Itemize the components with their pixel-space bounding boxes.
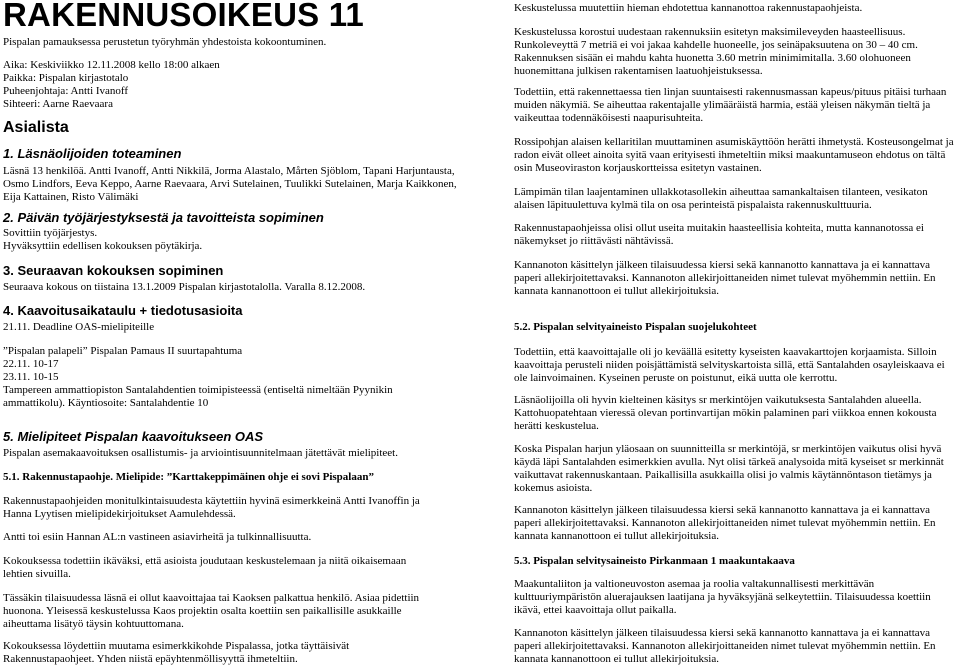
event-name: ”Pispalan palapeli” Pispalan Pamaus II suurtapahtuma: [3, 345, 243, 357]
right-para-11: Kannanoton käsittelyn jälkeen tilaisuudessa kiersi sekä kannanotto kannattava ja ei kannattava paperi allekirjoitettavaksi. Kannanoton allekirjoittaneiden nimet tulevat myöhemmin nettiin. En kannata kannanottoon ei tullut allekirjoituksia.: [514, 504, 936, 542]
right-para-1: Keskustelussa muutettiin hieman ehdotettua kannanottoa rakennustapaohjeista.: [514, 2, 863, 14]
section-2-line-1: Sovittiin työjärjestys.: [3, 227, 98, 239]
section-2-heading: 2. Päivän työjärjestyksestä ja tavoitteista sopiminen: [3, 210, 324, 225]
section-5-text: Pispalan asemakaavoituksen osallistumis- ja arviointisuunnitelmaan jätettävät mielipiteet.: [3, 447, 398, 459]
section-2-line-2: Hyväksyttiin edellisen kokouksen pöytäkirja.: [3, 240, 203, 252]
meta-chair: Puheenjohtaja: Antti Ivanoff: [3, 85, 129, 97]
section-5-heading: 5. Mielipiteet Pispalan kaavoitukseen OAS: [3, 429, 264, 444]
section-5-3-heading: 5.3. Pispalan selvitysaineisto Pirkanmaan 1 maakuntakaava: [514, 555, 795, 567]
event-location: Tampereen ammattiopiston Santalahdentien toimipisteessä (entiseltä nimeltään Pyynikin ammattikolu). Käyntiosoite: Santalahdentie 10: [3, 384, 393, 409]
right-para-8: Todettiin, että kaavoittajalle oli jo keväällä esitetty kyseisten kaavakarttojen korjaamista. Silloin kaavoittaja perusteli niiden poisjättämistä selvityskartoista sillä, että Santalahden osayleiskaava ei ole lainvoimainen. Kyseinen peruste on poistunut, eikä uutta ole kerrottu.: [514, 346, 945, 384]
agenda-heading: Asialista: [3, 119, 69, 136]
right-para-2: Keskustelussa korostui uudestaan rakennuksiin esitetyn maksimileveyden haasteellisuus. Runkoleveyttä 7 metriä ei voi jakaa kahdelle huoneelle, jos seinäpaksuutena on 30 – 40 cm. Rakennuksen sisään ei mahdu kahta huonetta 3.60 metrin minimimitalla. 3.60 olohuoneen huonemittana julkisen rakentamisen laatuohjeistuksessa.: [514, 26, 918, 77]
meta-secretary: Sihteeri: Aarne Raevaara: [3, 98, 113, 110]
right-para-12: Maakuntaliiton ja valtioneuvoston asemaa ja roolia valtakunnallisesti merkittävän kulttuuriympäristön aluerajauksen laatijana ja hyväksyjänä selkeytettiin. Tilaisuudessa koettiin ikävä, ettei kaavoittaja ollut paikalla.: [514, 578, 931, 616]
section-3-text: Seuraava kokous on tiistaina 13.1.2009 Pispalan kirjastotalolla. Varalla 8.12.2008.: [3, 281, 366, 293]
section-1-heading: 1. Läsnäolijoiden toteaminen: [3, 146, 182, 161]
event-info: [3, 345, 473, 410]
right-para-10: Koska Pispalan harjun yläosaan on suunnitteilla sr merkintöjä, sr merkintöjen vaikutus olisi hyvä käydä läpi Santalahden esimerkkien avulla. Nyt olisi tärkeä analysoida mitä kyseiset sr merkinnät vaikuttavat rakennuskantaan. Paikallisilla asukkailla olisi jo valmis käytännöntason tietämys ja kokemus asioista.: [514, 443, 944, 494]
section-1-text: Läsnä 13 henkilöä. Antti Ivanoff, Antti Nikkilä, Jorma Alastalo, Mårten Sjöblom, Tapani Harjuntausta, Osmo Lindfors, Eeva Keppo, Aarne Raevaara, Arvi Sutelainen, Tuulikki Sutelainen, Marja Kaikkonen, Eija Kattainen, Risto Välimäki: [3, 165, 457, 203]
section-5-1-para-2: Antti toi esiin Hannan AL:n vastineen asiavirheitä ja tulkinnallisuutta.: [3, 531, 312, 543]
section-5-1-para-3: Kokouksessa todettiin ikäväksi, että asioista joudutaan keskustelemaan ja niitä oikaisemaan lehtien sivuilla.: [3, 555, 407, 580]
section-5-1-para-5: Kokouksessa löydettiin muutama esimerkkikohde Pispalassa, jotka täyttäisivät Rakennustapaohjeet. Yhden niistä epäyhtenmöllisyyttä ihmeteltiin.: [3, 640, 350, 665]
event-day-1: 22.11. 10-17: [3, 358, 59, 370]
meta-time: Aika: Keskiviikko 12.11.2008 kello 18:00 alkaen: [3, 59, 220, 71]
meeting-meta: [3, 59, 473, 111]
section-3-heading: 3. Seuraavan kokouksen sopiminen: [3, 263, 224, 278]
right-para-5: Lämpimän tilan laajentaminen ullakkotasollekin aiheuttaa samankaltaisen tilanteen, vesikaton alaisen läpituulettuva kylmä tila on osa perinteistä pispalaista rakennuskulttuuria.: [514, 186, 928, 211]
right-para-4: Rossipohjan alaisen kellaritilan muuttaminen asumiskäyttöön herätti ihmetystä. Kosteusongelmat ja radon eivät olleet ainoita syitä vaan erityisesti ihmeteltiin miksi maakuntamuseon ehdotus on tältä osin Museoviraston korjauskortteissa esitetyn vastainen.: [514, 136, 954, 174]
section-4-deadline: 21.11. Deadline OAS-mielipiteille: [3, 321, 155, 333]
section-5-1-para-1: Rakennustapaohjeiden monitulkintaisuudesta käytettiin hyvinä esimerkkeinä Antti Ivanoffin ja Hanna Lyytisen mielipidekirjoitukset Aamulehdessä.: [3, 495, 420, 520]
section-5-1-heading: 5.1. Rakennustapaohje. Mielipide: ”Karttakeppimäinen ohje ei sovi Pispalaan”: [3, 471, 374, 483]
section-5-2-heading: 5.2. Pispalan selvityaineisto Pispalan suojelukohteet: [514, 321, 757, 333]
subtitle: Pispalan pamauksessa perustetun työryhmän yhdestoista kokoontuminen.: [3, 36, 327, 48]
page-title: RAKENNUSOIKEUS 11: [3, 0, 364, 33]
right-para-3: Todettiin, että rakennettaessa tien linjan suuntaisesti rakennusmassan kapeus/pituus pitäisi turhaan muiden näkymiä. Se aiheuttaa rakentajalle ylimääräistä harmia, estää yleisen näkymän tieltä ja vaikeuttaa todennäköisesti naapurisuhteita.: [514, 86, 947, 124]
right-para-6: Rakennustapaohjeissa olisi ollut useita muitakin haasteellisia kohteita, mutta kannanotossa ei näkemykset jo riittävästi nähtävissä.: [514, 222, 924, 247]
meta-place: Paikka: Pispalan kirjastotalo: [3, 72, 129, 84]
right-para-9: Läsnäolijoilla oli hyvin kielteinen käsitys sr merkintöjen vaikutuksesta Santalahden alueella. Kattohuopatehtaan vieressä olevan portinvartijan mökin palaminen pari viikkoa ennen kokousta herätti keskustelua.: [514, 394, 937, 432]
section-4-heading: 4. Kaavoitusaikataulu + tiedotusasioita: [3, 303, 243, 318]
section-5-1-para-4: Tässäkin tilaisuudessa läsnä ei ollut kaavoittajaa tai Kaoksen palkattua henkilö. Asiaa pidettiin huonona. Yleisessä keskustelussa Kaos projektin osalta koettiin sen paikallisille asukkaille aiheuttama lisätyö täysin kohtuuttomana.: [3, 592, 420, 630]
right-para-13: Kannanoton käsittelyn jälkeen tilaisuudessa kiersi sekä kannanotto kannattava ja ei kannattava paperi allekirjoitettavaksi. Kannanoton allekirjoittaneiden nimet tulevat myöhemmin nettiin. En kannata kannanottoon ei tullut allekirjoituksia.: [514, 627, 936, 665]
event-day-2: 23.11. 10-15: [3, 371, 59, 383]
right-para-7: Kannanoton käsittelyn jälkeen tilaisuudessa kiersi sekä kannanotto kannattava ja ei kannattava paperi allekirjoitettavaksi. Kannanoton allekirjoittaneiden nimet tulevat myöhemmin nettiin. En kannata kannanottoon ei tullut allekirjoituksia.: [514, 259, 936, 297]
